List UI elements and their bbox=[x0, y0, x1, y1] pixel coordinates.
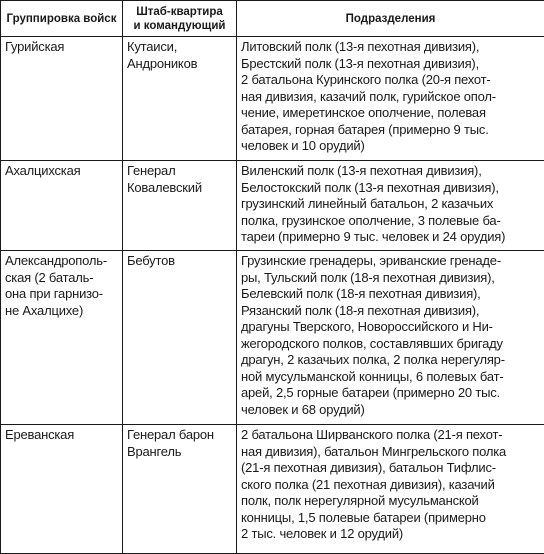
cell-line: человек и 68 орудий) bbox=[241, 402, 540, 419]
cell-line: Ереванская bbox=[5, 427, 118, 444]
cell-line: грузинский линейный батальон, 2 казачьих bbox=[241, 196, 540, 213]
cell-line: жегородского полков, составлявших бригаду bbox=[241, 336, 540, 353]
cell-line: Кутаиси, bbox=[127, 39, 232, 56]
cell-line: Грузинские гренадеры, эриванские гренаде- bbox=[241, 253, 540, 270]
cell-units bbox=[237, 161, 544, 251]
cell-line: Ахалцихская bbox=[5, 163, 118, 180]
cell-line: драгуны Тверского, Новороссийского и Ни- bbox=[241, 319, 540, 336]
cell-line: человек и 10 орудий) bbox=[241, 138, 540, 155]
cell-units bbox=[237, 425, 544, 554]
cell-line: Литовский полк (13-я пехотная дивизия), bbox=[241, 39, 540, 56]
cell-group bbox=[1, 161, 123, 251]
cell-line: Гурийская bbox=[5, 39, 118, 56]
header-hq-line: и командующий bbox=[126, 19, 233, 33]
table-row bbox=[1, 251, 544, 425]
cell-line: Бебутов bbox=[127, 253, 232, 270]
cell-line: чение, имеретинское ополчение, полевая bbox=[241, 105, 540, 122]
cell-line: драгун, 2 казачьих полка, 2 полка нерегуляр- bbox=[241, 352, 540, 369]
header-group bbox=[1, 1, 123, 37]
cell-line: ной мусульманской конницы, 6 полевых бат- bbox=[241, 369, 540, 386]
cell-line: 2 батальона Ширванского полка (21-я пехот- bbox=[241, 427, 540, 444]
cell-line: Врангель bbox=[127, 444, 232, 461]
table-row bbox=[1, 161, 544, 251]
cell-line: Ковалевский bbox=[127, 180, 232, 197]
cell-line: Александрополь- bbox=[5, 253, 118, 270]
cell-line: батарея, горная батарея (примерно 9 тыс. bbox=[241, 122, 540, 139]
cell-line: 2 батальона Куринского полка (20-я пехот- bbox=[241, 72, 540, 89]
cell-line: арей, 2,5 горные батареи (примерно 20 тыс. bbox=[241, 385, 540, 402]
header-group-text: Группировка войск bbox=[4, 12, 119, 26]
cell-hq bbox=[123, 251, 237, 425]
cell-line: ская (2 баталь- bbox=[5, 270, 118, 287]
cell-line: (21-я пехотная дивизия), батальон Тифлис- bbox=[241, 460, 540, 477]
header-units bbox=[237, 1, 544, 37]
header-row bbox=[1, 1, 544, 37]
cell-line: тареи (примерно 9 тыс. человек и 24 орудия) bbox=[241, 229, 540, 246]
header-hq-line: Штаб-квартира bbox=[126, 5, 233, 19]
cell-line: полка, грузинское ополчение, 3 полевые ба- bbox=[241, 213, 540, 230]
cell-group bbox=[1, 37, 123, 161]
cell-line: Рязанский полк (18-я пехотная дивизия), bbox=[241, 303, 540, 320]
cell-line: 2 тыс. человек и 12 орудий) bbox=[241, 526, 540, 543]
table-row bbox=[1, 425, 544, 554]
cell-line: Генерал барон bbox=[127, 427, 232, 444]
cell-line: ры, Тульский полк (18-я пехотная дивизия), bbox=[241, 270, 540, 287]
cell-line: полк, полк нерегулярной мусульманской bbox=[241, 493, 540, 510]
table-row bbox=[1, 37, 544, 161]
cell-units bbox=[237, 251, 544, 425]
cell-line: Виленский полк (13-я пехотная дивизия), bbox=[241, 163, 540, 180]
cell-line: она при гарнизо- bbox=[5, 286, 118, 303]
cell-line: не Ахалцихе) bbox=[5, 303, 118, 320]
cell-line: Брестский полк (13-я пехотная дивизия), bbox=[241, 56, 540, 73]
cell-units bbox=[237, 37, 544, 161]
cell-line: Андроников bbox=[127, 56, 232, 73]
cell-line: Белостокский полк (13-я пехотная дивизия), bbox=[241, 180, 540, 197]
cell-line: ная дивизия, казачий полк, гурийское опол- bbox=[241, 89, 540, 106]
cell-hq bbox=[123, 425, 237, 554]
cell-line: Генерал bbox=[127, 163, 232, 180]
cell-group bbox=[1, 251, 123, 425]
cell-line: ная дивизия), батальон Мингрельского полка bbox=[241, 444, 540, 461]
cell-line: ского полка (21 пехотная дивизия), казачий bbox=[241, 477, 540, 494]
cell-hq bbox=[123, 161, 237, 251]
header-units-text: Подразделения bbox=[240, 12, 541, 26]
cell-line: конницы, 1,5 полевые батареи (примерно bbox=[241, 510, 540, 527]
header-hq bbox=[123, 1, 237, 37]
cell-group bbox=[1, 425, 123, 554]
cell-line: Белевский полк (18-я пехотная дивизия), bbox=[241, 286, 540, 303]
cell-hq bbox=[123, 37, 237, 161]
